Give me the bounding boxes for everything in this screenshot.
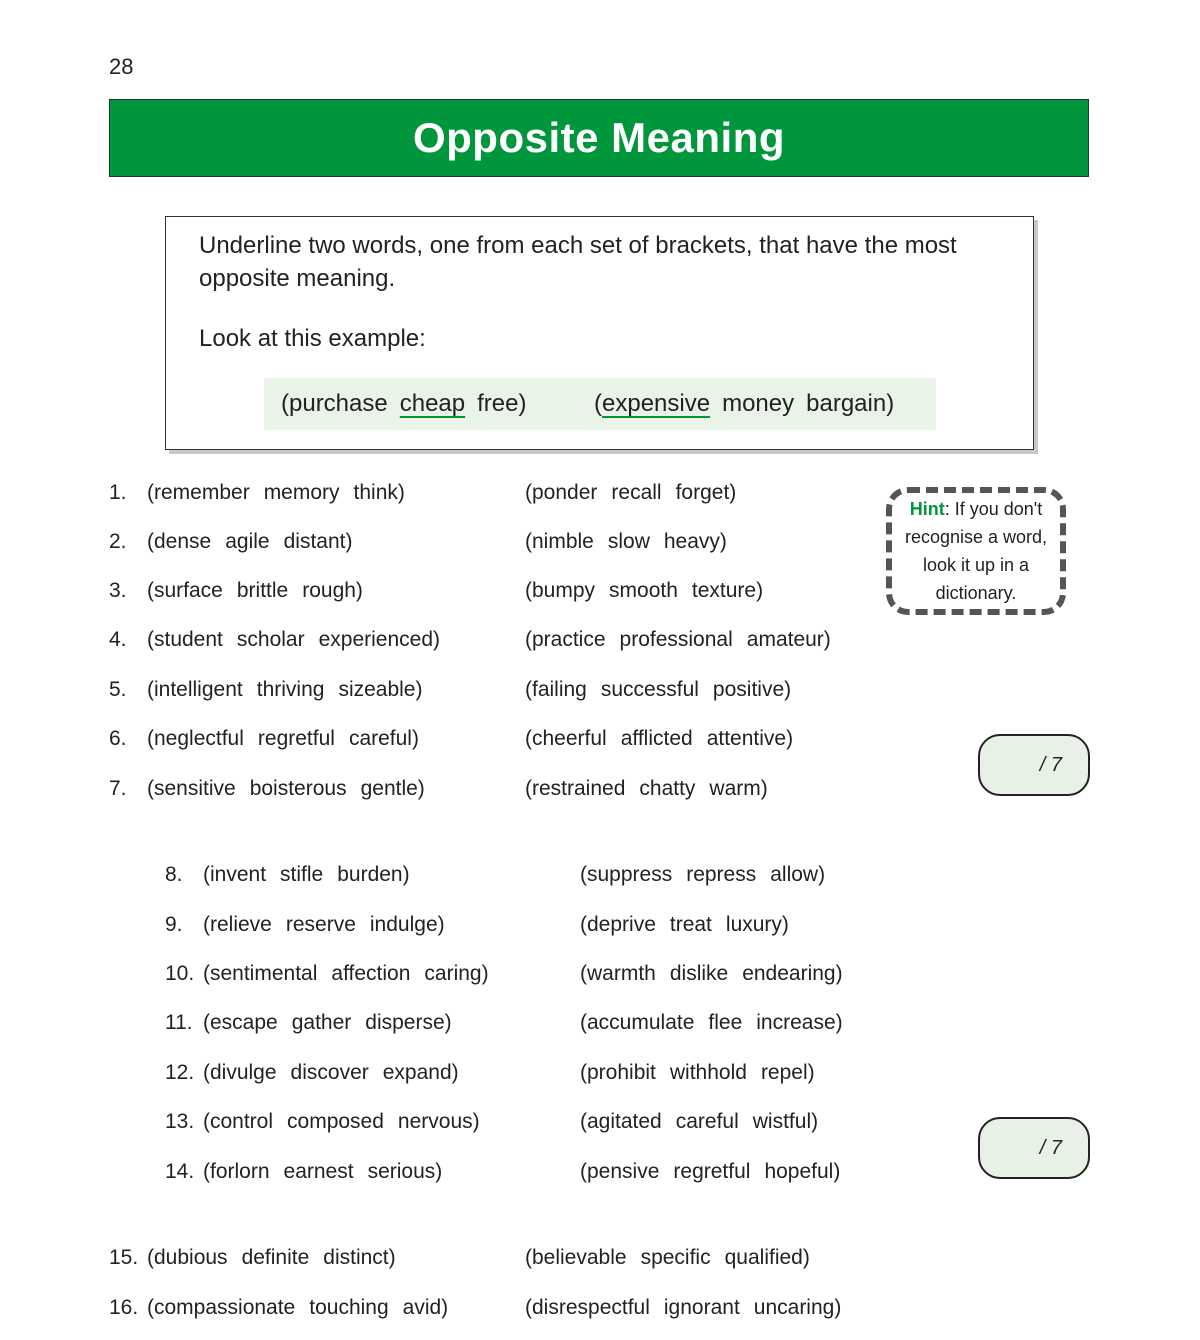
answer-word[interactable]: (prohibit [580,1061,656,1084]
answer-word[interactable]: repress [686,863,757,886]
question-left-group [147,579,363,603]
answer-word[interactable]: careful) [348,727,419,750]
answer-word[interactable]: flee [708,1011,743,1034]
answer-word[interactable]: (warmth [580,962,656,985]
answer-word[interactable]: (restrained [525,777,626,800]
example-word: bargain) [806,390,895,417]
answer-word[interactable]: amateur) [746,628,831,651]
question-left-group [203,913,445,937]
answer-word[interactable]: experienced) [318,628,440,651]
question-right-group [580,863,825,887]
example-intro: Look at this example: [199,325,426,352]
answer-word[interactable]: scholar [236,628,305,651]
score-label: / 7 [1039,754,1062,776]
question-left-group [147,777,425,801]
answer-word[interactable]: (remember [147,481,250,504]
question-right-group [525,1296,841,1320]
answer-word[interactable]: (pensive [580,1160,660,1183]
question-number: 4. [109,628,127,651]
question-right-group [525,628,831,652]
answer-word[interactable]: (accumulate [580,1011,695,1034]
question-right-group [580,1061,815,1085]
answer-word[interactable]: (control [203,1110,274,1133]
question-number: 14. [165,1160,195,1183]
score-label: / 7 [1039,1137,1062,1159]
answer-word[interactable]: (failing [525,678,587,701]
question-right-group [580,913,789,937]
hint-body: : If you don't recognise a word, look it up in a dictionary. [904,499,1048,603]
answer-word[interactable]: (disrespectful [525,1296,650,1319]
answer-word[interactable]: treat [669,913,712,936]
example-word-underlined: cheap [399,390,466,417]
example-word: money [722,390,795,417]
example-bracket: ( [594,390,602,417]
answer-word[interactable]: qualified) [724,1246,810,1269]
example-right-group [594,390,894,418]
answer-word[interactable]: endearing) [742,962,843,985]
answer-word[interactable]: boisterous [249,777,347,800]
answer-word[interactable]: stifle [280,863,324,886]
title-banner [109,99,1089,177]
question-left-group [147,727,419,751]
answer-word[interactable]: positive) [712,678,792,701]
answer-word[interactable]: thriving [256,678,325,701]
example-panel [264,378,936,430]
answer-word[interactable]: sizeable) [338,678,423,701]
answer-word[interactable]: chatty [639,777,696,800]
answer-word[interactable]: (student [147,628,223,651]
answer-word[interactable]: caring) [424,962,489,985]
answer-word[interactable]: avid) [402,1296,449,1319]
question-number: 13. [165,1110,195,1133]
answer-word[interactable]: agile [225,530,270,553]
question-left-group [203,962,489,986]
answer-word[interactable]: smooth [609,579,678,602]
answer-word[interactable]: (ponder [525,481,598,504]
answer-word[interactable]: distinct) [323,1246,396,1269]
question-left-group [147,628,440,652]
answer-word[interactable]: affection [331,962,411,985]
answer-word[interactable]: repel) [760,1061,815,1084]
answer-word[interactable]: (divulge [203,1061,277,1084]
answer-word[interactable]: composed [287,1110,384,1133]
answer-word[interactable]: gather [291,1011,352,1034]
question-number: 1. [109,481,127,504]
question-left-group [147,530,352,554]
question-left-group [203,863,410,887]
answer-word[interactable]: professional [619,628,733,651]
answer-word[interactable]: specific [640,1246,711,1269]
question-left-group [203,1160,442,1184]
answer-word[interactable]: (escape [203,1011,278,1034]
question-right-group [525,530,727,554]
answer-word[interactable]: distant) [283,530,353,553]
answer-word[interactable]: expand) [382,1061,459,1084]
answer-word[interactable]: hopeful) [764,1160,841,1183]
answer-word[interactable]: definite [241,1246,310,1269]
answer-word[interactable]: slow [607,530,650,553]
answer-word[interactable]: disperse) [365,1011,452,1034]
answer-word[interactable]: careful [675,1110,739,1133]
answer-word[interactable]: nervous) [397,1110,480,1133]
question-right-group [580,1110,818,1134]
answer-word[interactable]: (deprive [580,913,656,936]
question-right-group [525,678,791,702]
answer-word[interactable]: (believable [525,1246,627,1269]
answer-word[interactable]: (relieve [203,913,272,936]
question-number: 8. [165,863,183,886]
answer-word[interactable]: (invent [203,863,267,886]
answer-word[interactable]: gentle) [360,777,425,800]
answer-word[interactable]: (nimble [525,530,594,553]
question-left-group [203,1011,452,1035]
answer-word[interactable]: (compassionate [147,1296,296,1319]
hint-box [886,487,1066,615]
answer-word[interactable]: (intelligent [147,678,243,701]
answer-word[interactable]: wistful) [752,1110,819,1133]
example-left-group [281,390,526,418]
answer-word[interactable]: regretful [257,727,335,750]
page-number: 28 [109,54,134,79]
answer-word[interactable]: touching [309,1296,389,1319]
question-number: 11. [165,1011,193,1034]
hint-text [892,495,1060,607]
question-left-group [203,1061,459,1085]
answer-word[interactable]: withhold [669,1061,747,1084]
answer-word[interactable]: attentive) [706,727,794,750]
answer-word[interactable]: discover [290,1061,369,1084]
answer-word[interactable]: forget) [675,481,737,504]
question-number: 10. [165,962,195,985]
question-right-group [525,727,793,751]
example-word: free) [477,390,527,417]
answer-word[interactable]: indulge) [369,913,445,936]
answer-word[interactable]: (neglectful [147,727,244,750]
question-left-group [203,1110,480,1134]
question-right-group [525,1246,810,1270]
question-number: 15. [109,1246,139,1269]
answer-word[interactable]: luxury) [725,913,789,936]
answer-word[interactable]: (bumpy [525,579,596,602]
hint-label: Hint [909,499,945,519]
question-right-group [525,481,736,505]
example-word: (purchase [281,390,388,417]
answer-word[interactable]: successful [600,678,699,701]
answer-word[interactable]: think) [353,481,405,504]
answer-word[interactable]: heavy) [663,530,727,553]
question-right-group [580,1011,843,1035]
question-number: 5. [109,678,127,701]
instructions-text: Underline two words, one from each set of brackets, that have the most opposite meaning. [199,232,957,292]
answer-word[interactable]: texture) [691,579,764,602]
answer-word[interactable]: reserve [285,913,356,936]
answer-word[interactable]: dislike [669,962,729,985]
answer-word[interactable]: (practice [525,628,606,651]
question-left-group [147,1246,396,1270]
score-box-1[interactable] [978,734,1090,796]
answer-word[interactable]: recall [611,481,662,504]
answer-word[interactable]: allow) [770,863,826,886]
question-left-group [147,1296,448,1320]
answer-word[interactable]: afflicted [620,727,693,750]
answer-word[interactable]: ignorant [663,1296,740,1319]
question-left-group [147,481,405,505]
question-number: 9. [165,913,183,936]
question-left-group [147,678,422,702]
answer-word[interactable]: warm) [709,777,768,800]
score-box-2[interactable] [978,1117,1090,1179]
answer-word[interactable]: rough) [302,579,363,602]
answer-word[interactable]: regretful [673,1160,751,1183]
question-right-group [525,579,763,603]
answer-word[interactable]: (agitated [580,1110,662,1133]
question-number: 16. [109,1296,139,1319]
question-right-group [580,962,843,986]
question-right-group [525,777,768,801]
question-number: 12. [165,1061,195,1084]
instructions-box [165,216,1034,450]
answer-word[interactable]: (forlorn [203,1160,270,1183]
question-number: 2. [109,530,127,553]
answer-word[interactable]: (surface [147,579,223,602]
answer-word[interactable]: (dubious [147,1246,228,1269]
answer-word[interactable]: (cheerful [525,727,607,750]
page-title: Opposite Meaning [412,114,785,161]
answer-word[interactable]: burden) [337,863,410,886]
answer-word[interactable]: uncaring) [753,1296,842,1319]
answer-word[interactable]: memory [263,481,340,504]
answer-word[interactable]: brittle [236,579,289,602]
answer-word[interactable]: (suppress [580,863,673,886]
answer-word[interactable]: serious) [367,1160,443,1183]
example-word-underlined: expensive [602,390,711,417]
question-number: 6. [109,727,127,750]
answer-word[interactable]: increase) [756,1011,843,1034]
answer-word[interactable]: (sentimental [203,962,318,985]
answer-word[interactable]: (sensitive [147,777,236,800]
question-number: 7. [109,777,127,800]
answer-word[interactable]: earnest [283,1160,354,1183]
question-number: 3. [109,579,127,602]
answer-word[interactable]: (dense [147,530,212,553]
question-right-group [580,1160,840,1184]
